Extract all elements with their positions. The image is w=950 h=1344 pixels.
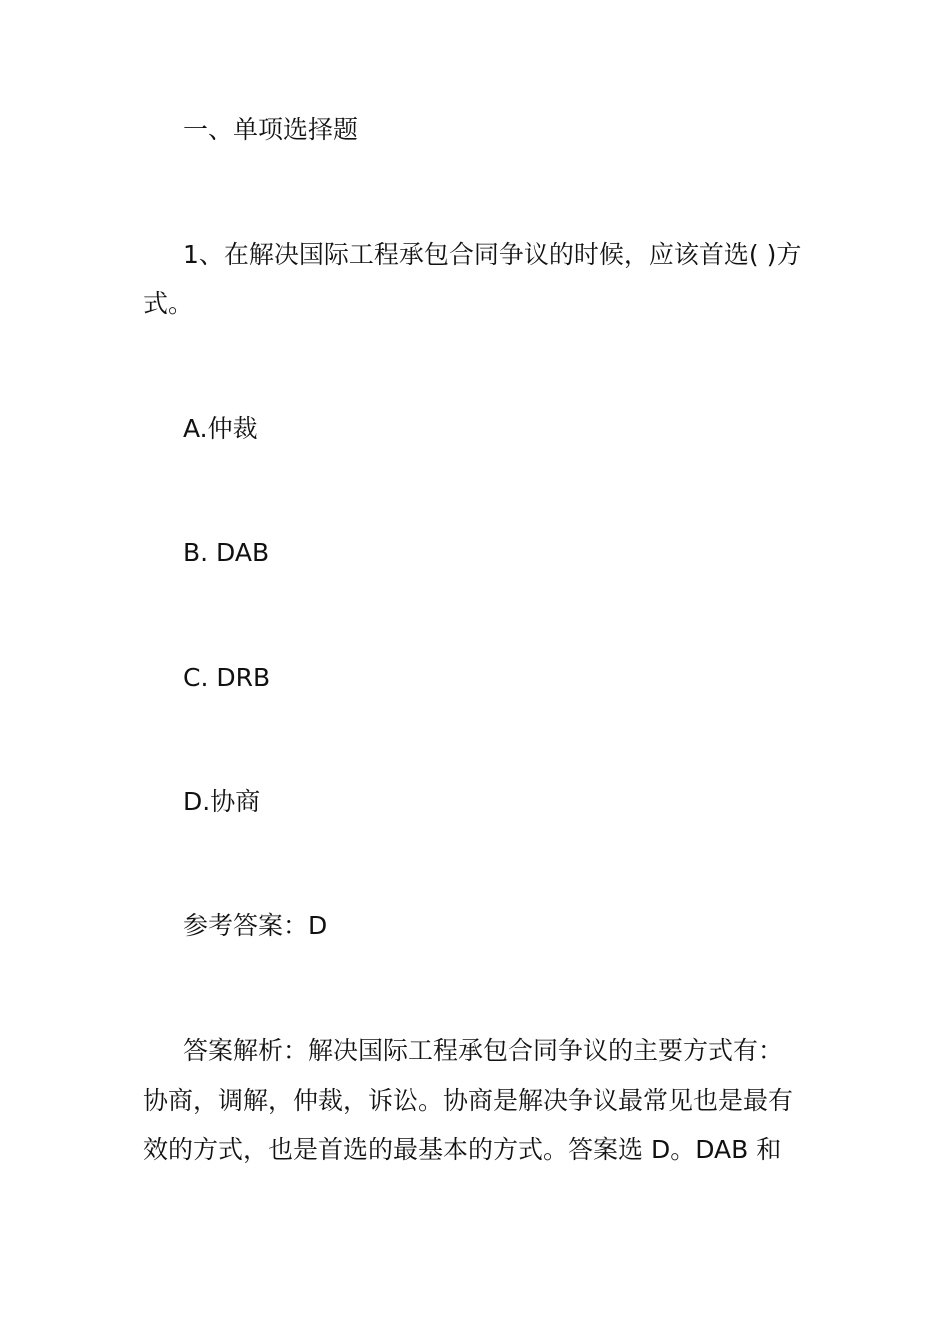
option-a: A.仲裁	[183, 414, 258, 443]
analysis-line-3: 效的方式，也是首选的最基本的方式。答案选 D。DAB 和	[143, 1135, 782, 1164]
option-b: B. DAB	[183, 538, 270, 567]
question-text-line-2: 式。	[143, 289, 194, 318]
analysis-line-2: 协商，调解，仲裁，诉讼。协商是解决争议最常见也是最有	[143, 1086, 794, 1115]
option-c: C. DRB	[183, 663, 271, 692]
reference-answer: 参考答案：D	[183, 911, 328, 940]
section-title: 一、单项选择题	[183, 115, 359, 144]
option-d: D.协商	[183, 787, 261, 816]
analysis-line-1: 答案解析：解决国际工程承包合同争议的主要方式有：	[183, 1036, 784, 1065]
question-text-line-1: 1、在解决国际工程承包合同争议的时候，应该首选( )方	[183, 240, 802, 269]
